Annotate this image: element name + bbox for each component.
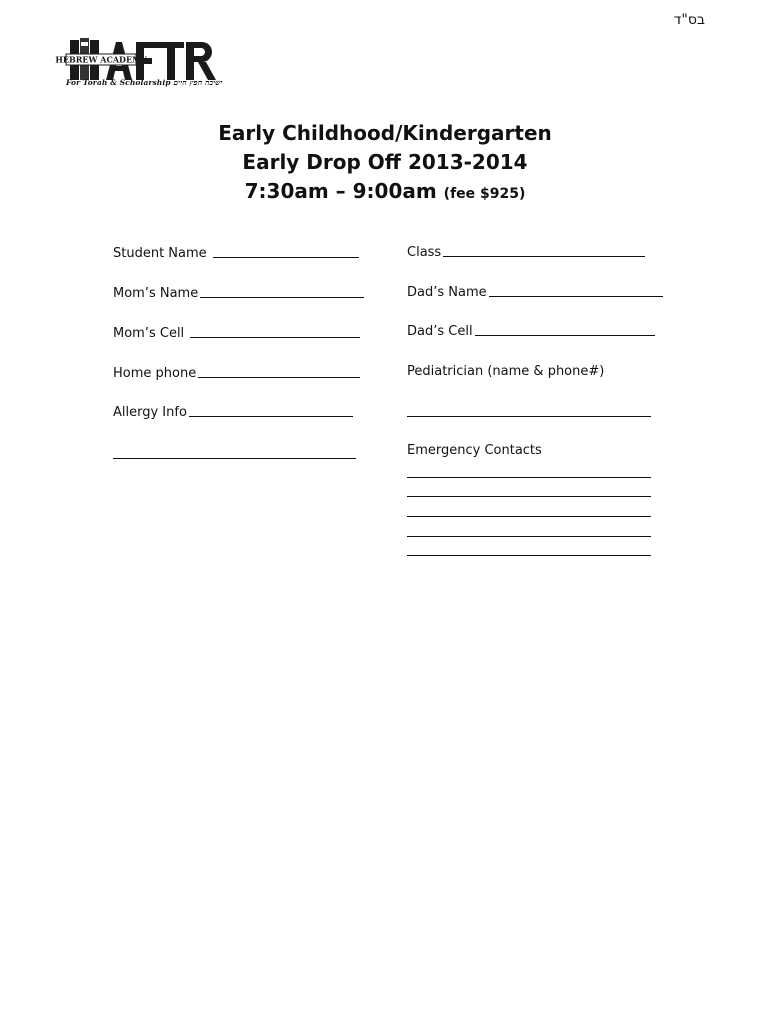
pediatrician-label: Pediatrician (name & phone#)	[407, 364, 605, 379]
moms-name-line[interactable]	[200, 286, 364, 298]
home-phone-field[interactable]	[113, 366, 360, 381]
emergency-contacts-label: Emergency Contacts	[407, 443, 542, 458]
dads-cell-field[interactable]	[407, 324, 655, 339]
dads-cell-label: Dad’s Cell	[407, 324, 473, 339]
emergency-contact-line-3[interactable]	[407, 516, 651, 517]
allergy-info-label: Allergy Info	[113, 405, 187, 420]
allergy-info-line-2[interactable]	[113, 458, 356, 459]
class-label: Class	[407, 245, 442, 260]
moms-cell-field[interactable]	[113, 326, 360, 341]
title-line-3	[0, 179, 770, 203]
allergy-info-line[interactable]	[189, 405, 353, 417]
home-phone-line[interactable]	[198, 366, 360, 378]
emergency-contact-line-5[interactable]	[407, 555, 651, 556]
dads-name-label: Dad’s Name	[407, 285, 487, 300]
moms-cell-line[interactable]	[190, 326, 360, 338]
logo-tagline: For Torah & Scholarship ישיבה חפץ חיים	[66, 78, 223, 87]
class-line[interactable]	[443, 245, 645, 257]
student-name-line[interactable]	[213, 246, 359, 258]
emergency-contact-line-4[interactable]	[407, 536, 651, 537]
fee-text: (fee $925)	[443, 186, 526, 202]
moms-name-field[interactable]	[113, 286, 364, 301]
moms-name-label: Mom’s Name	[113, 286, 199, 301]
emergency-contact-line-1[interactable]	[407, 477, 651, 478]
student-name-label: Student Name	[113, 246, 207, 261]
hours-text: 7:30am – 9:00am	[244, 179, 437, 203]
hebrew-header-mark: בס"ד	[673, 12, 705, 28]
logo-banner-text: HEBREW ACADEMY	[55, 54, 147, 65]
class-field[interactable]	[407, 245, 645, 260]
title-line-1: Early Childhood/Kindergarten	[218, 121, 552, 145]
allergy-info-field[interactable]	[113, 405, 353, 420]
title-line-2: Early Drop Off 2013-2014	[242, 150, 528, 174]
emergency-contact-line-2[interactable]	[407, 496, 651, 497]
dads-cell-line[interactable]	[475, 324, 655, 336]
home-phone-label: Home phone	[113, 366, 197, 381]
pediatrician-line[interactable]	[407, 416, 651, 417]
moms-cell-label: Mom’s Cell	[113, 326, 185, 341]
dads-name-field[interactable]	[407, 285, 663, 300]
dads-name-line[interactable]	[489, 285, 663, 297]
student-name-field[interactable]	[113, 246, 359, 261]
